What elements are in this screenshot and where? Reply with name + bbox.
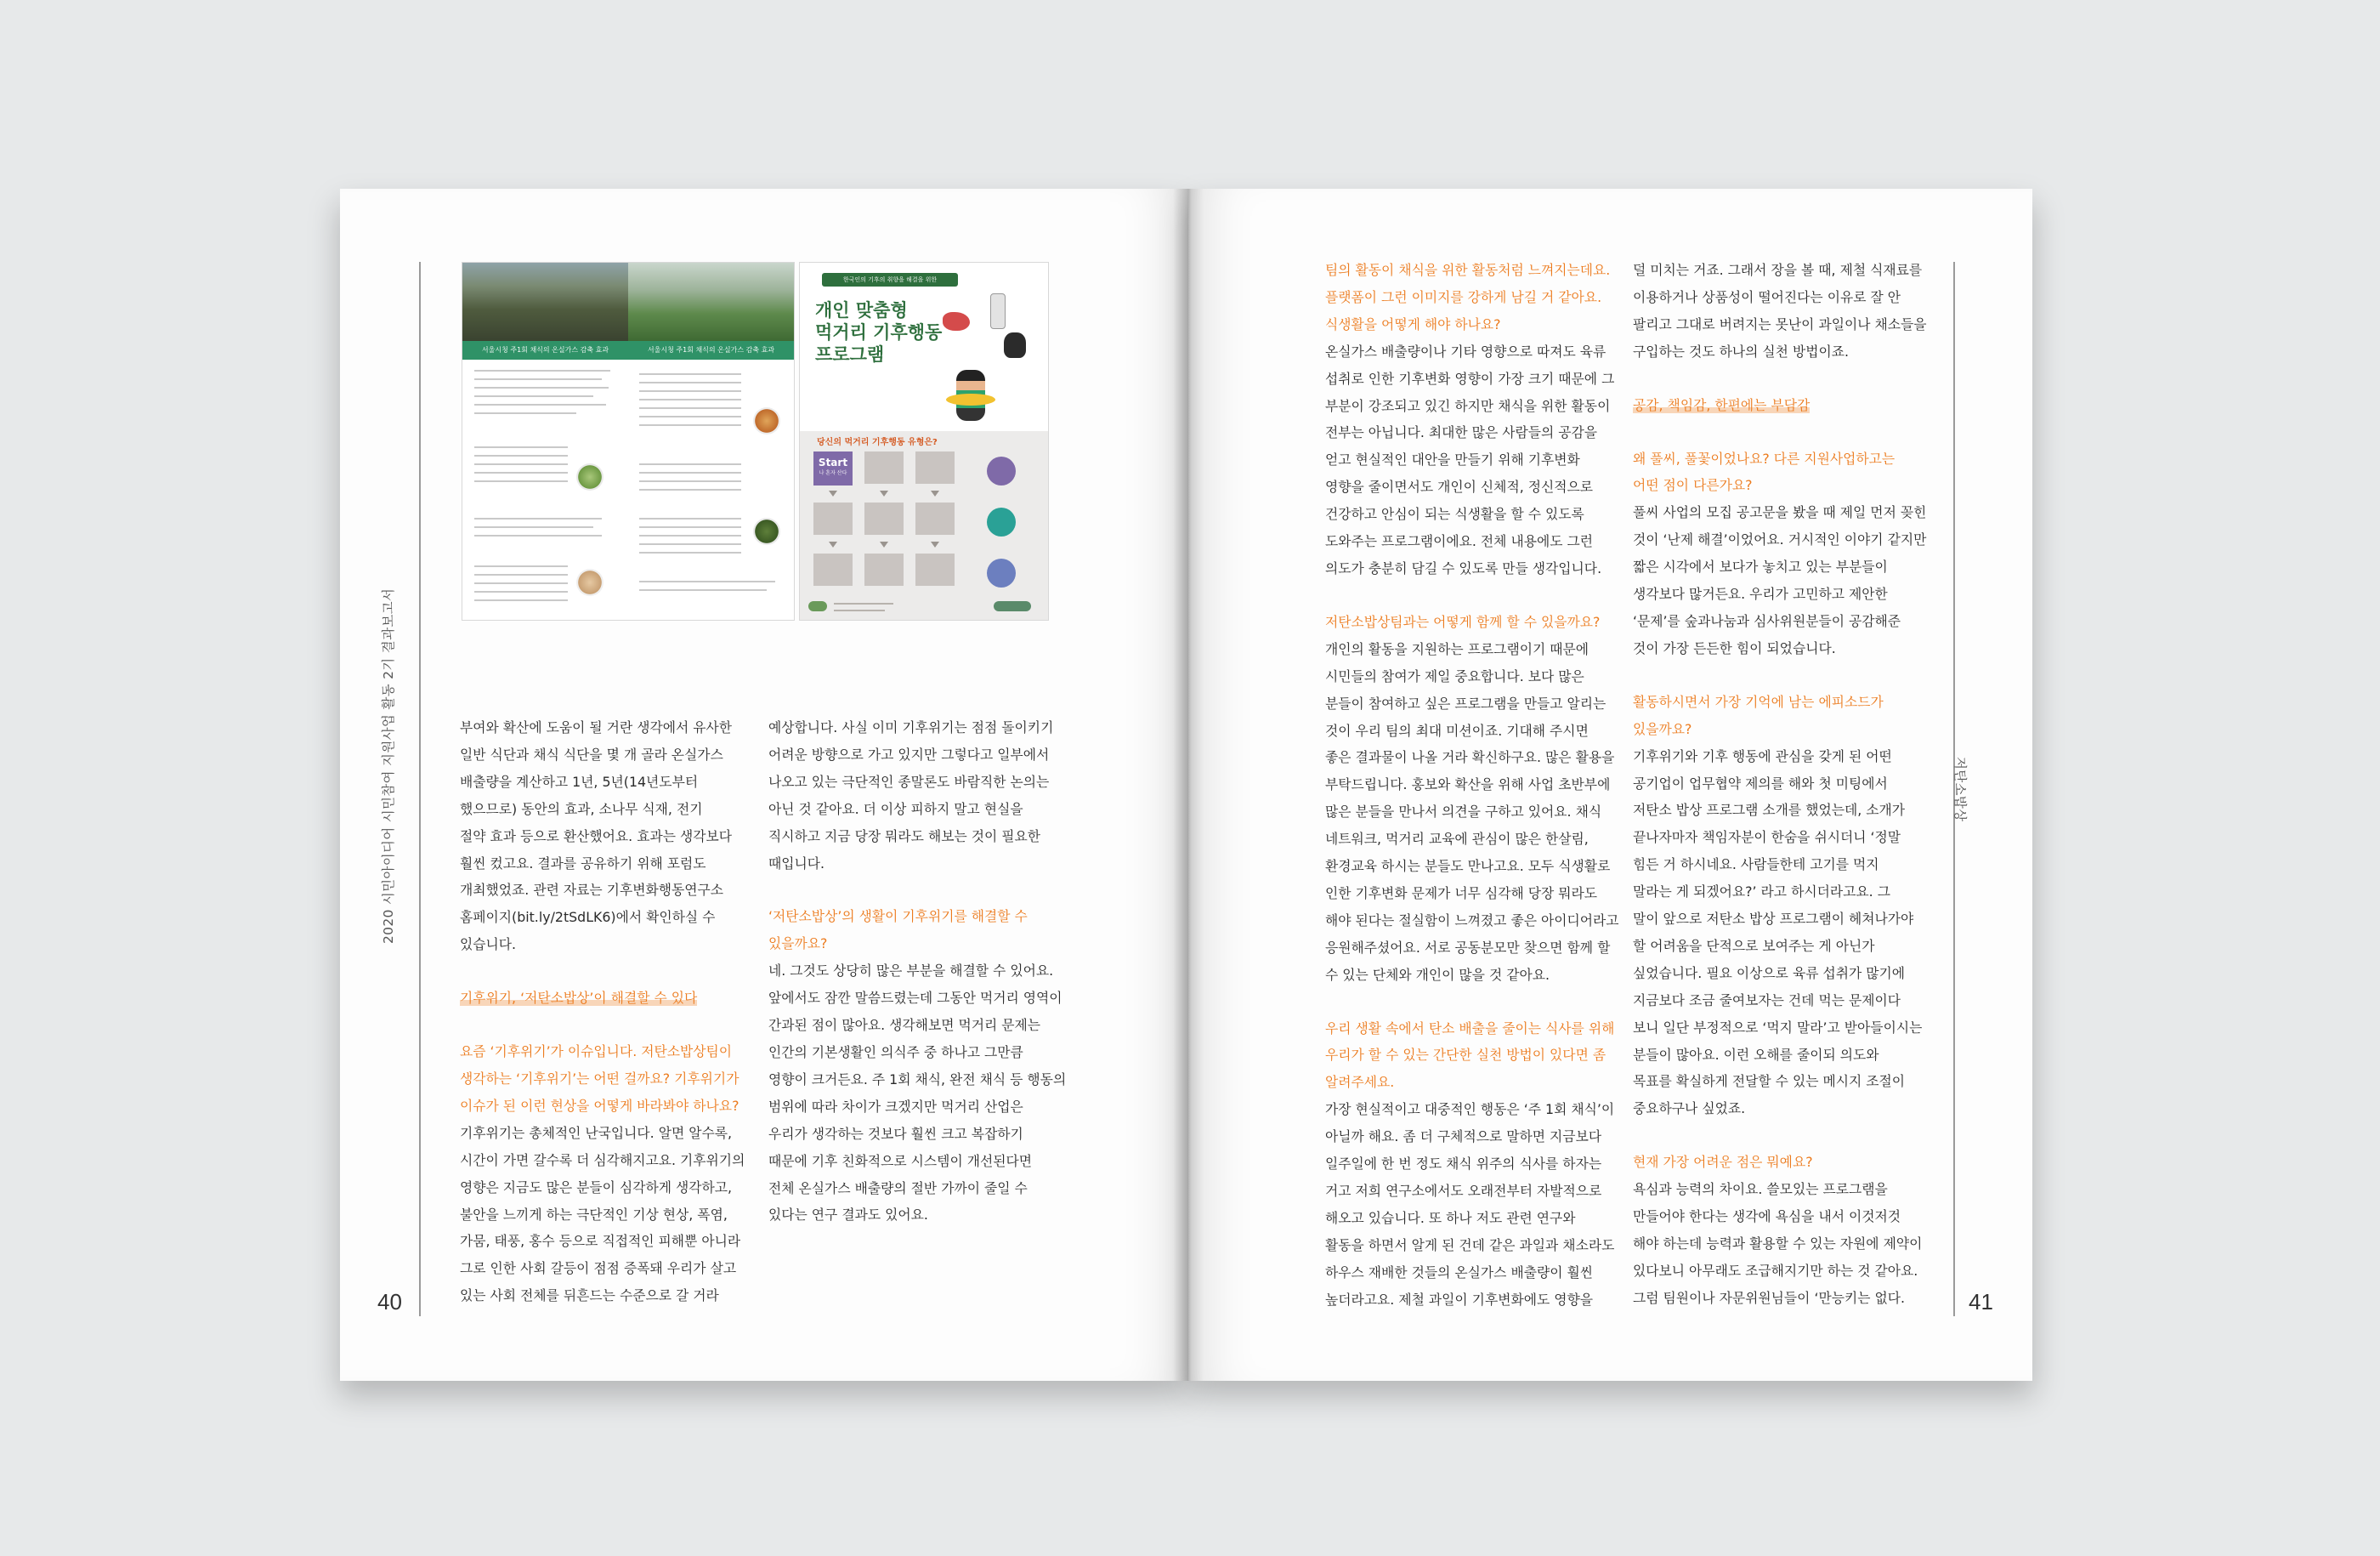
body-text-line: 아닐까 해요. 좀 더 구체적으로 말하면 지금보다 bbox=[1325, 1128, 1602, 1145]
body-text-line: 홈페이지(bit.ly/2tSdLK6)에서 확인하실 수 bbox=[460, 909, 716, 926]
text-line bbox=[639, 489, 741, 491]
skirt-shape bbox=[946, 394, 995, 406]
question-line: 있을까요? bbox=[1633, 720, 1692, 737]
meat-icon bbox=[943, 312, 970, 331]
text-line bbox=[639, 373, 741, 375]
text-line bbox=[474, 472, 568, 474]
text-line bbox=[639, 472, 741, 474]
question-line: 플랫폼이 그런 이미지를 강하게 남길 거 같아요. bbox=[1325, 288, 1602, 305]
flow-step bbox=[915, 451, 955, 484]
body-text-line: ‘문제’를 숲과나눔과 심사위원분들이 공감해준 bbox=[1633, 612, 1901, 629]
text-line bbox=[639, 543, 741, 545]
body-text-line: 있는 사회 전체를 뒤흔드는 수준으로 갈 거라 bbox=[460, 1287, 719, 1304]
flow-step bbox=[915, 554, 955, 586]
section-heading bbox=[460, 985, 745, 1012]
question-line: 활동하시면서 가장 기억에 남는 에피소드가 bbox=[1633, 693, 1884, 710]
paragraph-gap bbox=[1633, 662, 1927, 689]
left-column-2 bbox=[768, 714, 1066, 1229]
right-running-head: 저탄소밥상 bbox=[1952, 757, 1968, 822]
section-heading bbox=[1633, 392, 1927, 419]
text-line bbox=[474, 535, 602, 537]
flow-arrow bbox=[931, 542, 939, 548]
body-text-line: 전체 온실가스 배출량의 절반 가까이 줄일 수 bbox=[768, 1179, 1028, 1196]
text-line bbox=[474, 455, 568, 457]
body-text-line: 응원해주셨어요. 서로 공동분모만 찾으면 함께 할 bbox=[1325, 939, 1611, 956]
poster-banner: 한국인의 기후의 취향을 해결을 위한 bbox=[822, 273, 958, 287]
poster-question: 당신의 먹거리 기후행동 유형은? bbox=[817, 438, 938, 447]
body-text-line: 간과된 점이 많아요. 생각해보면 먹거리 문제는 bbox=[768, 1017, 1041, 1034]
text-line bbox=[639, 424, 741, 426]
body-text-line: 직시하고 지금 당장 뭐라도 해보는 것이 필요한 bbox=[768, 827, 1041, 844]
text-line bbox=[639, 589, 767, 591]
body-text-line: 부여와 확산에 도움이 될 거란 생각에서 유사한 bbox=[460, 719, 733, 735]
result-circle-purple bbox=[987, 457, 1016, 486]
text-line bbox=[639, 407, 741, 409]
body-text-line: 싶었습니다. 필요 이상으로 육류 섭취가 많기에 bbox=[1633, 964, 1906, 981]
flow-arrow bbox=[880, 542, 888, 548]
text-line bbox=[639, 518, 741, 520]
paragraph-gap bbox=[1633, 366, 1927, 392]
body-text-line: 있습니다. bbox=[460, 936, 517, 953]
text-line bbox=[474, 404, 606, 406]
body-text-line: 절약 효과 등으로 환산했어요. 효과는 생각보다 bbox=[460, 827, 733, 844]
text-line bbox=[639, 390, 741, 392]
body-text-line: 할 어려움을 단적으로 보여주는 게 아닌가 bbox=[1633, 937, 1875, 954]
body-text-line: 부탁드립니다. 홍보와 확산을 위해 사업 초반부에 bbox=[1325, 776, 1611, 793]
body-text-line: 그로 인한 사회 갈등이 점점 증폭돼 우리가 살고 bbox=[460, 1260, 737, 1277]
body-text-line: 만들어야 한다는 생각에 욕심을 내서 이것저것 bbox=[1633, 1208, 1901, 1225]
body-text-line: 풀씨 사업의 모집 공고문을 봤을 때 제일 먼저 꽂힌 bbox=[1633, 504, 1927, 521]
flow-step bbox=[864, 503, 904, 535]
text-line bbox=[639, 399, 741, 400]
question-line: 이슈가 된 이런 현상을 어떻게 바라봐야 하나요? bbox=[460, 1097, 740, 1114]
body-text-line: 것이 우리 팀의 최대 미션이죠. 기대해 주시면 bbox=[1325, 722, 1589, 739]
body-text-line: 어려운 방향으로 가고 있지만 그렇다고 일부에서 bbox=[768, 746, 1050, 763]
body-text-line: 개최했었죠. 관련 자료는 기후변화행동연구소 bbox=[460, 882, 724, 899]
flow-step bbox=[864, 451, 904, 484]
flow-step bbox=[813, 554, 853, 586]
body-text-line: 말이 앞으로 저탄소 밥상 프로그램이 헤쳐나가야 bbox=[1633, 911, 1914, 928]
body-text-line: 범위에 따라 차이가 크겠지만 먹거리 산업은 bbox=[768, 1098, 1023, 1115]
body-text-line: 일반 식단과 채식 식단을 몇 개 골라 온실가스 bbox=[460, 746, 723, 763]
body-text-line: 거고 저희 연구소에서도 오래전부터 자발적으로 bbox=[1325, 1183, 1602, 1199]
left-page-number: 40 bbox=[377, 1289, 402, 1315]
body-text-line: 우리가 생각하는 것보다 훨씬 크고 복잡하기 bbox=[768, 1125, 1023, 1142]
result-circle-teal bbox=[987, 508, 1016, 537]
body-text-line: 가뭄, 태풍, 홍수 등으로 직접적인 피해뿐 아니라 bbox=[460, 1233, 741, 1250]
book-gutter bbox=[1173, 189, 1204, 1381]
text-line bbox=[639, 480, 741, 482]
body-text-line: 시민들의 참여가 제일 중요합니다. 보다 많은 bbox=[1325, 667, 1584, 684]
body-text-line: 인간의 기본생활인 의식주 중 하나고 그만큼 bbox=[768, 1043, 1023, 1060]
question-line: 알려주세요. bbox=[1325, 1074, 1395, 1091]
question-line: 요즘 ‘기후위기’가 이슈입니다. 저탄소밥상팀이 bbox=[460, 1043, 733, 1060]
flow-arrow bbox=[829, 542, 837, 548]
body-text-line: 끝나자마자 책임자분이 한숨을 쉬시더니 ‘정말 bbox=[1633, 829, 1901, 846]
start-sub-label: 나 혼자 산다 bbox=[819, 470, 847, 476]
question-line: 식생활을 어떻게 해야 하나요? bbox=[1325, 315, 1501, 332]
section-heading-text: 기후위기, ‘저탄소밥상’이 해결할 수 있다 bbox=[460, 990, 698, 1007]
report-table-thumbnail bbox=[462, 262, 795, 621]
left-column-1 bbox=[460, 714, 745, 1309]
body-text-line: 개인의 활동을 지원하는 프로그램이기 때문에 bbox=[1325, 640, 1590, 657]
question-line: 저탄소밥상팀과는 어떻게 함께 할 수 있을까요? bbox=[1325, 613, 1601, 630]
salad-image bbox=[576, 463, 604, 491]
body-text-line: 생각보다 많거든요. 우리가 고민하고 제안한 bbox=[1633, 586, 1888, 603]
body-text-line: 보니 일단 부정적으로 ‘먹지 말라’고 받아들이시는 bbox=[1633, 1019, 1923, 1036]
body-text-line: 목표를 확실하게 전달할 수 있는 메시지 조절이 bbox=[1633, 1073, 1906, 1090]
text-line bbox=[474, 370, 610, 372]
poster-title-line-1: 개인 맞춤형 bbox=[815, 300, 908, 321]
program-poster-thumbnail bbox=[799, 262, 1049, 621]
question-line: 우리 생활 속에서 탄소 배출을 줄이는 식사를 위해 bbox=[1325, 1019, 1615, 1036]
flow-arrow bbox=[829, 491, 837, 497]
body-text-line: 인한 기후변화 문제가 너무 심각해 당장 뭐라도 bbox=[1325, 884, 1598, 901]
table-title-2: 서울시청 주1회 채식의 온실가스 감축 효과 bbox=[628, 341, 794, 360]
text-line bbox=[474, 582, 568, 584]
org-logo bbox=[994, 601, 1031, 611]
body-text-line: 저탄소 밥상 프로그램 소개를 했었는데, 소개가 bbox=[1633, 802, 1906, 819]
text-line bbox=[474, 378, 602, 380]
text-line bbox=[474, 518, 602, 520]
body-text-line: 좋은 결과물이 나올 거라 확신하구요. 많은 활용을 bbox=[1325, 749, 1615, 766]
paragraph-gap bbox=[1325, 582, 1619, 609]
body-text-line: 분들이 참여하고 싶은 프로그램을 만들고 알리는 bbox=[1325, 695, 1606, 712]
body-text-line: 네. 그것도 상당히 많은 부분을 해결할 수 있어요. bbox=[768, 963, 1054, 980]
start-box bbox=[813, 451, 853, 486]
paragraph-gap bbox=[1633, 419, 1927, 446]
body-text-line: 도와주는 프로그램이에요. 전체 내용에도 그런 bbox=[1325, 533, 1594, 550]
body-text-line: 앞에서도 잠깐 말씀드렸는데 그동안 먹거리 영역이 bbox=[768, 990, 1062, 1007]
text-line bbox=[639, 581, 775, 582]
text-line bbox=[474, 446, 568, 448]
question-line: 생각하는 ‘기후위기’는 어떤 걸까요? 기후위기가 bbox=[460, 1070, 740, 1087]
body-text-line: 있다보니 아무래도 조급해지기만 하는 것 같아요. bbox=[1633, 1262, 1918, 1279]
body-text-line: 것이 가장 든든한 힘이 되었습니다. bbox=[1633, 639, 1836, 656]
body-text-line: 했으므로) 동안의 효과, 소나무 식재, 전기 bbox=[460, 800, 703, 817]
body-text-line: 있다는 연구 결과도 있어요. bbox=[768, 1207, 928, 1224]
table-title-1: 서울시청 주1회 채식의 온실가스 감축 효과 bbox=[462, 341, 628, 360]
paragraph-gap bbox=[1633, 1122, 1927, 1149]
body-text-line: 하우스 재배한 것들의 온실가스 배출량이 훨씬 bbox=[1325, 1264, 1594, 1281]
body-text-line: 부분이 강조되고 있긴 하지만 채식을 위한 활동이 bbox=[1325, 397, 1611, 414]
text-line bbox=[639, 416, 741, 417]
text-line bbox=[639, 463, 741, 465]
text-line bbox=[474, 412, 576, 414]
paragraph-gap bbox=[768, 877, 1066, 903]
body-text-line: 분들이 많아요. 이런 오해를 줄이되 의도와 bbox=[1633, 1046, 1879, 1063]
greenhouse-photo bbox=[628, 263, 794, 341]
right-page-number: 41 bbox=[1969, 1289, 1993, 1315]
body-text-line: 수 있는 단체와 개인이 많을 것 같아요. bbox=[1325, 966, 1550, 983]
bottle-icon bbox=[990, 293, 1006, 329]
question-line: ‘저탄소밥상’의 생활이 기후위기를 해결할 수 bbox=[768, 908, 1028, 925]
body-text-line: 훨씬 컸고요. 결과를 공유하기 위해 포럼도 bbox=[460, 855, 706, 872]
right-column-1 bbox=[1325, 257, 1619, 1314]
body-text-line: 영향이 크거든요. 주 1회 채식, 완전 채식 등 행동의 bbox=[768, 1070, 1067, 1087]
question-line: 현재 가장 어려운 점은 뭐예요? bbox=[1633, 1154, 1813, 1171]
question-line: 왜 풀씨, 풀꽃이었나요? 다른 지원사업하고는 bbox=[1633, 450, 1896, 467]
body-text-line: 시간이 가면 갈수록 더 심각해지고요. 기후위기의 bbox=[460, 1151, 745, 1168]
question-line: 어떤 점이 다른가요? bbox=[1633, 477, 1753, 494]
body-text-line: 예상합니다. 사실 이미 기후위기는 점점 돌이키기 bbox=[768, 719, 1054, 735]
body-text-line: 건강하고 안심이 되는 식생활을 할 수 있도록 bbox=[1325, 506, 1584, 523]
body-text-line: 덜 미치는 거죠. 그래서 장을 볼 때, 제철 식재료를 bbox=[1633, 262, 1923, 278]
question-line: 있을까요? bbox=[768, 935, 828, 952]
body-text-line: 불안을 느끼게 하는 극단적인 기상 현상, 폭염, bbox=[460, 1206, 728, 1223]
text-line bbox=[474, 526, 593, 528]
body-text-line: 의도가 충분히 담길 수 있도록 만들 생각입니다. bbox=[1325, 559, 1602, 576]
trash-bag-icon bbox=[1004, 332, 1026, 358]
body-text-line: 짧은 시각에서 보다가 놓치고 있는 부분들이 bbox=[1633, 559, 1888, 576]
paragraph-gap bbox=[460, 1012, 745, 1038]
question-line: 우리가 할 수 있는 간단한 실천 방법이 있다면 좀 bbox=[1325, 1047, 1606, 1064]
body-text-line: 아닌 것 같아요. 더 이상 피하지 말고 현실을 bbox=[768, 800, 1023, 817]
paragraph-gap bbox=[460, 958, 745, 985]
body-text-line: 나오고 있는 극단적인 종말론도 바람직한 논의는 bbox=[768, 773, 1050, 790]
body-text-line: 해야 된다는 절실함이 느껴졌고 좋은 아이디어라고 bbox=[1325, 911, 1619, 928]
flow-arrow bbox=[931, 491, 939, 497]
body-text-line: 배출량을 계산하고 1년, 5년(14년도부터 bbox=[460, 773, 699, 790]
left-margin-rule bbox=[419, 262, 421, 1316]
flow-step bbox=[915, 503, 955, 535]
body-text-line: 전부는 아닙니다. 최대한 많은 사람들의 공감을 bbox=[1325, 424, 1598, 441]
body-text-line: 환경교육 하시는 분들도 만나고요. 모두 식생활로 bbox=[1325, 858, 1611, 875]
text-line bbox=[639, 526, 741, 528]
body-text-line: 해오고 있습니다. 또 하나 저도 관련 연구와 bbox=[1325, 1209, 1576, 1226]
text-line bbox=[474, 599, 568, 601]
right-column-2 bbox=[1633, 257, 1927, 1312]
body-text-line: 이용하거나 상품성이 떨어진다는 이유로 잘 안 bbox=[1633, 288, 1901, 305]
body-text-line: 기후위기와 기후 행동에 관심을 갖게 된 어떤 bbox=[1633, 747, 1892, 764]
text-line bbox=[639, 552, 741, 554]
body-text-line: 팔리고 그대로 버려지는 못난이 과일이나 채소들을 bbox=[1633, 315, 1927, 332]
body-text-line: 영향은 지금도 많은 분들이 심각하게 생각하고, bbox=[460, 1178, 733, 1195]
body-text-line: 말라는 게 되겠어요?’ 라고 하시더라고요. 그 bbox=[1633, 883, 1890, 900]
body-text-line: 지금보다 조금 줄여보자는 건데 먹는 문제이다 bbox=[1633, 991, 1901, 1008]
question-line: 팀의 활동이 채식을 위한 활동처럼 느껴지는데요. bbox=[1325, 262, 1611, 278]
body-text-line: 영향을 줄이면서도 개인이 신체적, 정신적으로 bbox=[1325, 479, 1594, 496]
body-text-line: 네트워크, 먹거리 교육에 관심이 많은 한살림, bbox=[1325, 831, 1589, 848]
body-text-line: 구입하는 것도 하나의 실천 방법이죠. bbox=[1633, 343, 1850, 360]
text-line bbox=[474, 574, 568, 576]
body-text-line: 일주일에 한 번 정도 채식 위주의 식사를 하자는 bbox=[1325, 1156, 1602, 1173]
start-label: Start bbox=[818, 457, 848, 469]
body-text-line: 기후위기는 총체적인 난국입니다. 알면 알수록, bbox=[460, 1124, 733, 1141]
body-text-line: 공기업이 업무협약 제의를 해와 첫 미팅에서 bbox=[1633, 775, 1888, 792]
body-text-line: 얻고 현실적인 대안을 만들기 위해 기후변화 bbox=[1325, 451, 1580, 469]
text-line bbox=[474, 480, 568, 482]
result-circle-blue bbox=[987, 559, 1016, 588]
body-text-line: 활동을 하면서 알게 된 건데 같은 과일과 채소라도 bbox=[1325, 1236, 1615, 1253]
text-line bbox=[474, 463, 568, 465]
body-text-line: 많은 분들을 만나서 의견을 구하고 있어요. 채식 bbox=[1325, 804, 1602, 821]
footer-line bbox=[834, 603, 893, 605]
body-text-line: 것이 ‘난제 해결’이었어요. 거시적인 이야기 같지만 bbox=[1633, 531, 1927, 548]
greens-image bbox=[753, 518, 780, 545]
poster-title-line-2: 먹거리 기후행동 bbox=[815, 322, 943, 343]
left-running-head: 2020 시민아이디어 시민참여 지원사업 활동 2기 결과보고서 bbox=[381, 588, 396, 944]
body-text-line: 때문에 기후 친화적으로 시스템이 개선된다면 bbox=[768, 1152, 1033, 1169]
body-text-line: 높더라고요. 제철 과일이 기후변화에도 영향을 bbox=[1325, 1291, 1594, 1308]
body-text-line: 가장 현실적이고 대중적인 행동은 ‘주 1회 채식’이 bbox=[1325, 1101, 1615, 1118]
text-line bbox=[474, 565, 568, 567]
text-line bbox=[474, 395, 593, 397]
body-text-line: 때입니다. bbox=[768, 855, 825, 872]
body-text-line: 욕심과 능력의 차이요. 쓸모있는 프로그램을 bbox=[1633, 1181, 1888, 1198]
field-photo bbox=[462, 263, 628, 341]
body-text-line: 온실가스 배출량이나 기타 영향으로 따져도 육류 bbox=[1325, 343, 1606, 360]
text-line bbox=[639, 382, 741, 383]
org-logo bbox=[808, 601, 827, 611]
flow-arrow bbox=[880, 491, 888, 497]
text-line bbox=[474, 591, 568, 593]
poster-title-line-3: 프로그램 bbox=[815, 344, 885, 365]
text-line bbox=[639, 535, 741, 537]
body-text-line: 그럼 팀원이나 자문위원님들이 ‘만능키는 없다. bbox=[1633, 1289, 1906, 1306]
body-text-line: 섭취로 인한 기후변화 영향이 가장 크기 때문에 그 bbox=[1325, 370, 1615, 387]
body-text-line: 해야 하는데 능력과 활용할 수 있는 자원에 제약이 bbox=[1633, 1235, 1923, 1252]
body-text-line: 힘든 거 하시네요. 사람들한테 고기를 먹지 bbox=[1633, 856, 1879, 873]
text-line bbox=[474, 387, 609, 389]
eggs-image bbox=[576, 569, 604, 596]
paragraph-gap bbox=[1325, 989, 1619, 1015]
footer-line bbox=[834, 610, 885, 611]
flow-step bbox=[813, 503, 853, 535]
flow-step bbox=[864, 554, 904, 586]
section-heading-text: 공감, 책임감, 한편에는 부담감 bbox=[1633, 396, 1810, 413]
body-text-line: 중요하구나 싶었죠. bbox=[1633, 1100, 1746, 1117]
rice-bowl-image bbox=[753, 407, 780, 434]
